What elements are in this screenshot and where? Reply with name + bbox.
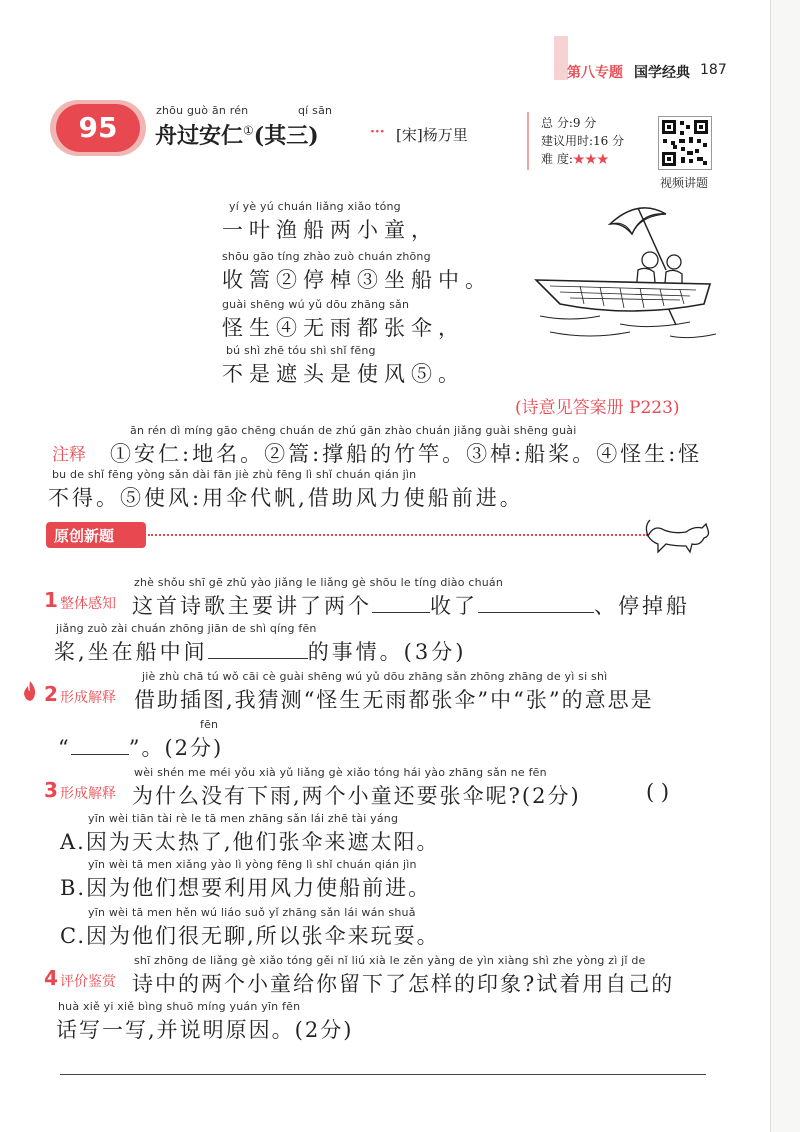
poem-title: [155, 119, 319, 150]
question-text: [58, 732, 223, 762]
difficulty-stars: ★★★: [572, 152, 609, 166]
answer-reference: (诗意见答案册 P223): [515, 398, 680, 418]
question-pinyin: zhè shǒu shī gē zhǔ yào jiǎng le liǎng gè shōu le tíng diào chuán: [134, 576, 504, 589]
page-number: 187: [700, 62, 727, 78]
qr-code-icon[interactable]: [658, 116, 712, 170]
option-c[interactable]: C.因为他们很无聊,所以张伞来玩耍。: [60, 924, 440, 948]
poem-line: 怪生④无雨都张伞，: [222, 316, 465, 340]
section-title: 原创新题: [54, 527, 115, 545]
poem-line-pinyin: shōu gāo tíng zhào zuò chuán zhōng: [222, 250, 431, 263]
question-text: [132, 590, 690, 620]
question-text: 借助插图,我猜测“怪生无雨都张伞”中“张”的意思是: [134, 688, 654, 712]
question-text-part: “: [58, 736, 71, 760]
question-text: [54, 636, 466, 666]
notes-line: ①安仁:地名。②篙:撑船的竹竿。③棹:船桨。④怪生:怪: [110, 442, 703, 466]
answer-blank[interactable]: [71, 736, 129, 755]
question-pinyin: huà xiě yi xiě bìng shuō míng yuán yīn fēn: [58, 1000, 301, 1013]
question-text-part: ”。(2分): [128, 736, 224, 760]
poem-title-text: 舟过安仁: [155, 123, 244, 149]
question-type: 整体感知: [60, 596, 116, 612]
header-topic: 第八专题: [567, 65, 623, 81]
answer-paren[interactable]: ( ): [646, 780, 670, 804]
option-a[interactable]: A.因为天太热了,他们张伞来遮太阳。: [60, 830, 440, 854]
notes-line: 不得。⑤使风:用伞代帆,借助风力使船前进。: [48, 486, 524, 510]
poem-line-pinyin: yí yè yú chuán liǎng xiǎo tóng: [229, 200, 401, 213]
answer-blank[interactable]: [478, 594, 594, 613]
option-b[interactable]: B.因为他们想要利用风力使船前进。: [60, 876, 432, 900]
question-pinyin: jiǎng zuò zài chuán zhōng jiān de shì qíng fēn: [56, 622, 317, 635]
poem-line-pinyin: guài shēng wú yǔ dōu zhāng sǎn: [222, 298, 410, 311]
question-type: 形成解释: [60, 690, 116, 706]
question-text: 诗中的两个小童给你留下了怎样的印象?试着用自己的: [132, 972, 675, 996]
poem-line: 不是遮头是使风⑤。: [222, 362, 465, 386]
poem-number: 95: [78, 111, 118, 144]
question-text-part: 桨,坐在船中间: [54, 640, 208, 664]
question-text-part: 收了: [430, 594, 478, 618]
question-number: 4: [44, 966, 58, 990]
total-value: 9 分: [572, 116, 597, 130]
cat-icon: [644, 516, 712, 556]
question-text-part: 的事情。(3分): [307, 640, 467, 664]
total-label: 总 分:: [541, 116, 573, 130]
header-section: 国学经典: [634, 65, 690, 81]
question-text: 为什么没有下雨,两个小童还要张伞呢?(2分): [132, 784, 581, 808]
notes-pinyin: ān rén dì míng gāo chēng chuán de zhú gān zhào chuán jiǎng guài shēng guài: [130, 424, 577, 437]
poem-title-part: (其三): [253, 123, 319, 149]
question-type: 评价鉴赏: [60, 974, 116, 990]
question-number: 3: [44, 778, 58, 802]
boat-illustration: [520, 200, 720, 350]
option-pinyin: yīn wèi tā men hěn wú liáo suǒ yǐ zhāng sǎn lái wán shuǎ: [88, 906, 416, 919]
header-accent-bar: [554, 36, 568, 80]
question-text-part: 、停掉船: [594, 594, 690, 618]
suggested-time: [541, 132, 624, 149]
section-title-badge: [46, 522, 146, 548]
title-note-marker: ①: [243, 123, 254, 138]
author-dots: ···: [370, 124, 385, 140]
poem-author: [宋]杨万里: [396, 126, 468, 144]
question-number: 1: [44, 588, 58, 612]
time-label: 建议用时:: [541, 134, 594, 148]
notes-label: 注释: [52, 445, 86, 465]
question-pinyin: wèi shén me méi yǒu xià yǔ liǎng gè xiǎo tóng hái yào zhāng sǎn ne fēn: [134, 766, 547, 779]
difficulty: [541, 150, 609, 167]
info-box: [527, 112, 649, 170]
notes-pinyin: bu de shǐ fēng yòng sǎn dài fān jiè zhù fēng lì shǐ chuán qián jìn: [52, 468, 417, 481]
question-type: 形成解释: [60, 786, 116, 802]
total-score: [541, 114, 596, 131]
poem-number-badge: [56, 104, 140, 152]
answer-blank[interactable]: [372, 594, 430, 613]
section-divider: [148, 534, 648, 536]
question-text: 话写一写,并说明原因。(2分): [56, 1018, 354, 1042]
question-pinyin: fēn: [200, 718, 219, 731]
title-pinyin: zhōu guò ān rén: [156, 104, 249, 117]
answer-line[interactable]: [60, 1074, 706, 1075]
option-pinyin: yīn wèi tā men xiǎng yào lì yòng fēng lì shǐ chuán qián jìn: [88, 858, 417, 871]
question-pinyin: shī zhōng de liǎng gè xiǎo tóng gěi nǐ liú xià le zěn yàng de yìn xiàng shì zhe yòng zì jǐ de: [134, 954, 646, 967]
option-pinyin: yīn wèi tiān tài rè le tā men zhāng sǎn lái zhē tài yáng: [88, 812, 399, 825]
poem-line: 一叶渔船两小童，: [222, 218, 438, 242]
time-value: 16 分: [593, 134, 625, 148]
answer-blank[interactable]: [208, 640, 308, 659]
question-pinyin: jiè zhù chā tú wǒ cāi cè guài shēng wú yǔ dōu zhāng sǎn zhōng zhāng de yì si shì: [142, 670, 608, 683]
difficulty-label: 难 度:: [541, 152, 573, 166]
video-label: 视频讲题: [660, 176, 709, 190]
title-part-pinyin: qí sān: [298, 104, 333, 117]
poem-line: 收篙②停棹③坐船中。: [222, 268, 492, 292]
flame-icon: [22, 680, 38, 702]
poem-line-pinyin: bú shì zhē tóu shì shǐ fēng: [226, 344, 376, 357]
question-text-part: 这首诗歌主要讲了两个: [132, 594, 372, 618]
question-number: 2: [44, 682, 58, 706]
